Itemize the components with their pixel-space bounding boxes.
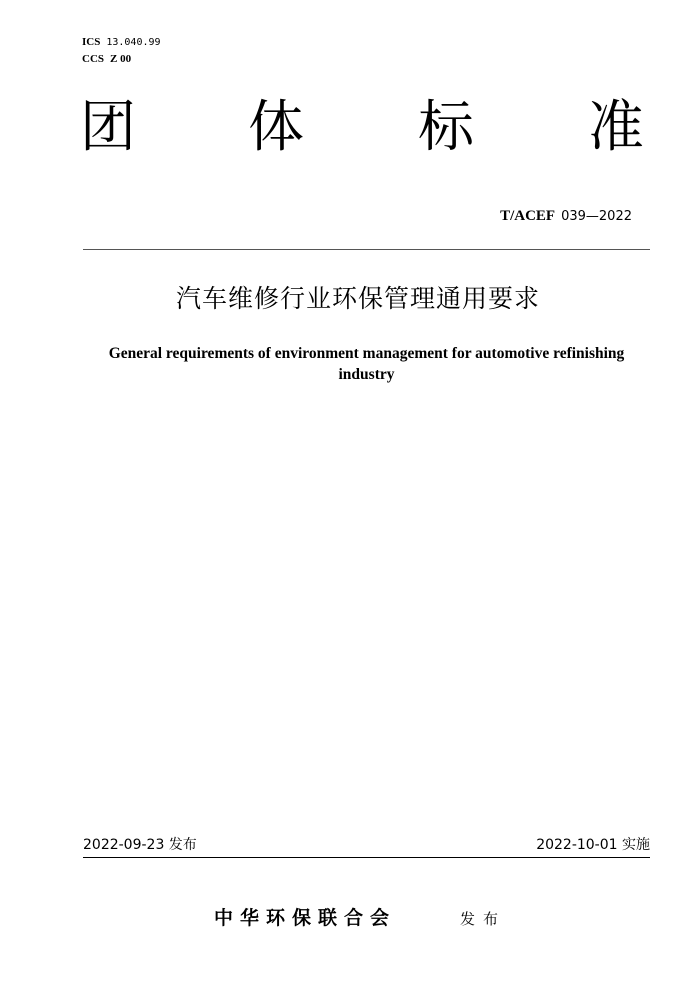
ics-code-line — [82, 34, 161, 51]
ccs-value: Z 00 — [110, 53, 132, 65]
issue-date: 2022-09-23 发布 — [83, 837, 197, 853]
standard-type-char-1: 团 — [80, 95, 136, 160]
english-title-line-1: General requirements of environment management for automotive refinishing — [108, 345, 625, 362]
chinese-title: 汽车维修行业环保管理通用要求 — [175, 284, 540, 313]
implementation-date: 2022-10-01 实施 — [536, 837, 650, 853]
bottom-divider — [83, 857, 650, 858]
standard-type-heading — [80, 96, 646, 166]
standard-number-value: 039—2022 — [561, 209, 632, 224]
standard-type-char-3: 标 — [418, 95, 474, 160]
date-row — [83, 835, 650, 857]
top-divider — [83, 249, 650, 250]
ics-label: ICS — [82, 36, 101, 48]
ccs-code-line — [82, 51, 161, 67]
standard-number — [500, 207, 632, 226]
ics-value: 13.040.99 — [106, 37, 161, 48]
standard-number-prefix: T/ACEF — [500, 208, 556, 224]
publisher-organization: 中华环保联合会 — [214, 907, 397, 929]
publisher-action: 发布 — [460, 910, 507, 928]
standard-type-char-4: 准 — [588, 95, 644, 160]
english-title — [83, 343, 650, 385]
classification-codes — [82, 34, 161, 67]
standard-type-char-2: 体 — [248, 95, 304, 160]
publisher-line — [0, 904, 700, 932]
ccs-label: CCS — [82, 53, 105, 65]
english-title-line-2: industry — [338, 366, 395, 383]
